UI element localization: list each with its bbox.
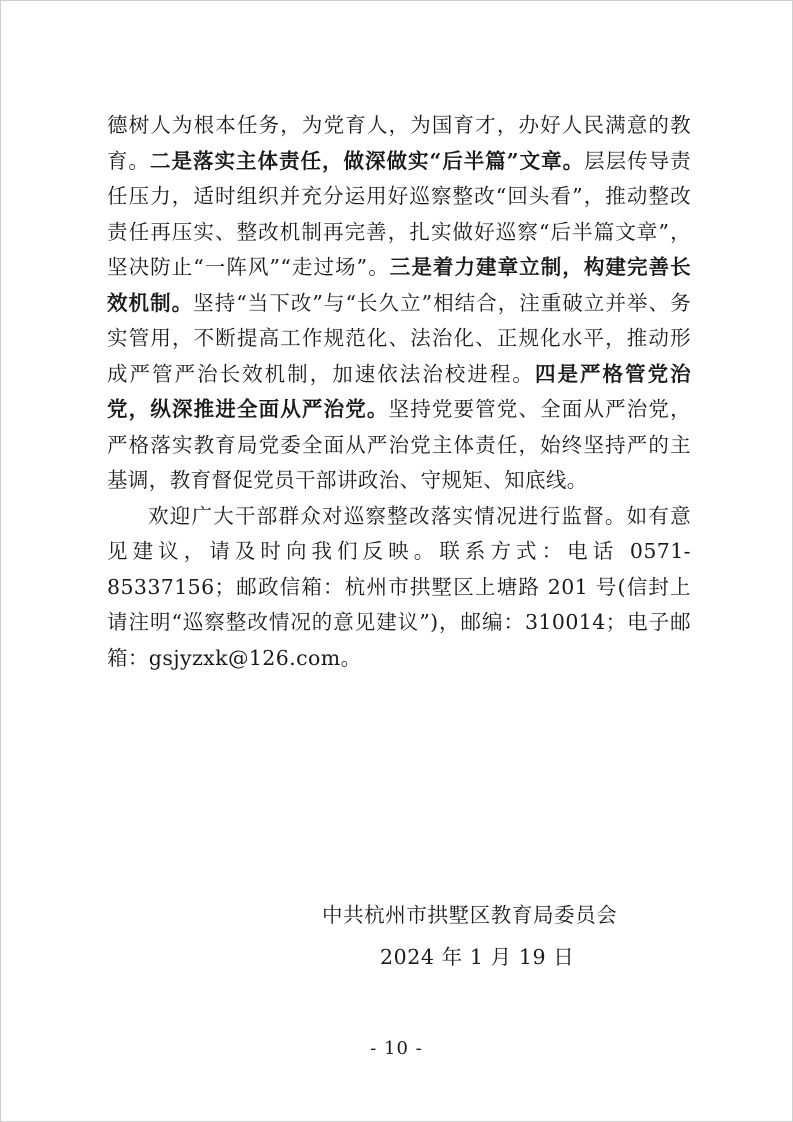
page-number: - 10 - — [370, 1038, 423, 1059]
document-body — [107, 108, 691, 676]
paragraph-1-segment-1: 德树人为根本任务，为党育人，为国育才，办好人民满意的教育。 — [107, 113, 691, 173]
paragraph-1-heading-2: 二是落实主体责任，做深做实“后半篇”文章。 — [150, 148, 585, 173]
paragraph-1 — [107, 108, 691, 499]
paragraph-1-heading-3: 三是着力建章立制，构建完善长效机制。 — [107, 255, 692, 315]
paragraph-1-segment-7: 坚持党要管党、全面从严治党，严格落实教育局党委全面从严治党主体责任，始终坚持严的主基调，教育督促党员干部讲政治、守规矩、知底线。 — [107, 397, 691, 492]
paragraph-1-heading-4: 四是严格管党治党，纵深推进全面从严治党。 — [107, 361, 691, 421]
signature-organization: 中共杭州市拱墅区教育局委员会 — [322, 903, 618, 927]
signature-date: 2024 年 1 月 19 日 — [380, 945, 575, 969]
paragraph-1-segment-5: 坚持“当下改”与“长久立”相结合，注重破立并举、务实管用，不断提高工作规范化、法治化、正规化水平，推动形成严管严治长效机制，加速依法治校进程。 — [107, 290, 691, 386]
paragraph-2-contact-info: 欢迎广大干部群众对巡察整改落实情况进行监督。如有意见建议，请及时向我们反映。联系方式：电话 0571-85337156；邮政信箱：杭州市拱墅区上塘路 201 号(信封上请注明“巡察整改情况的意见建议”)，邮编：310014；电子邮箱：gsjyzxk@126.com。 — [107, 503, 691, 670]
paragraph-1-segment-3: 层层传导责任压力，适时组织并充分运用好巡察整改“回头看”，推动整改责任再压实、整改机制再完善，扎实做好巡察“后半篇文章”，坚决防止“一阵风”“走过场”。 — [107, 148, 692, 279]
